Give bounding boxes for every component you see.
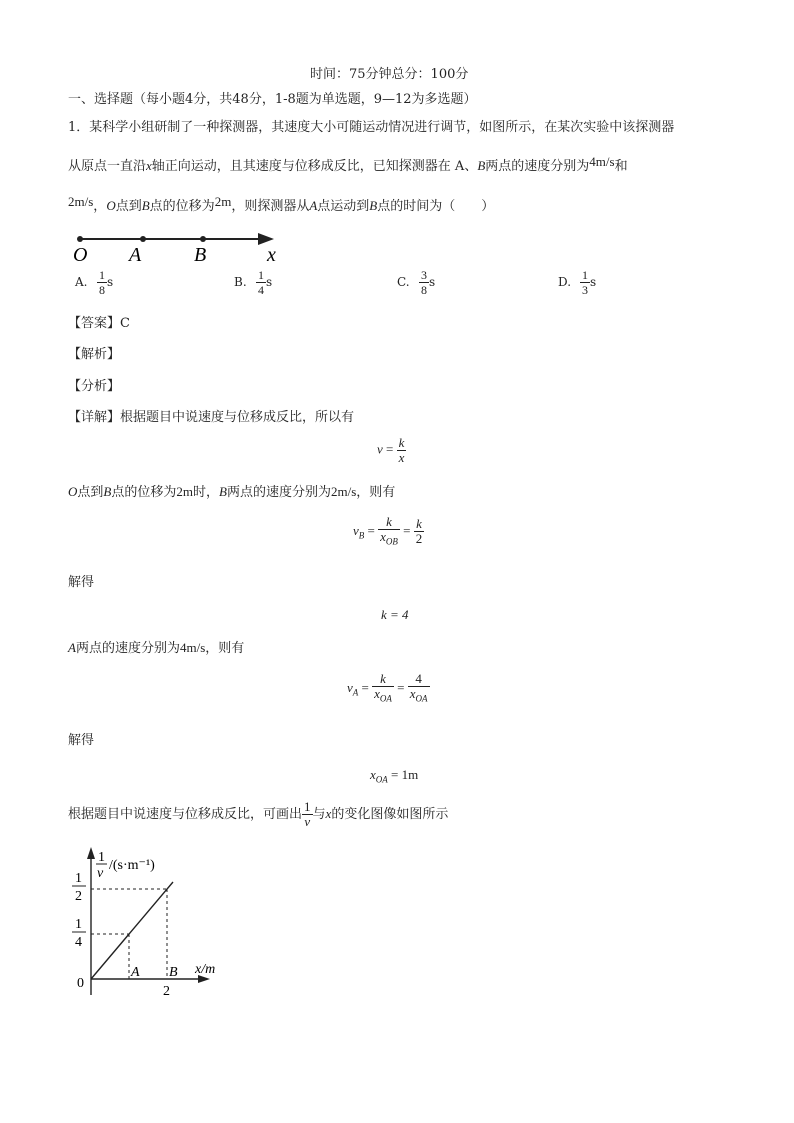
inverse-velocity-graph: [70, 845, 290, 1020]
equation-1: v = $\frac{k}{x}$: [377, 435, 405, 465]
y-tick-high-den: 2: [75, 889, 82, 904]
y-tick-low-num: 1: [75, 917, 82, 932]
label-O: O: [73, 244, 88, 266]
equation-2: $v_B$ = $\frac{k}{x_{OB}}$ = $\frac{k}{2}$: [353, 514, 423, 547]
option-b[interactable]: B. $\frac{1}{4}$ s: [234, 268, 273, 297]
y-axis-arrow: [87, 847, 95, 859]
question-line-2: 从原点一直沿x轴正向运动，且其速度与位移成反比，已知探测器在 A、B两点的速度分别为4m/s和: [68, 154, 628, 174]
axis-figure: [70, 228, 310, 268]
equation-5: $x_{OA} = 1m$: [370, 767, 419, 785]
solve-label-2: 解得: [68, 733, 95, 748]
option-d[interactable]: D. $\frac{1}{3}$ s: [558, 268, 597, 297]
y-axis-title-num: 1: [98, 850, 105, 865]
equation-4: $v_A$ = $\frac{k}{x_{OA}}$ = $\frac{4}{x_{OA}}$: [347, 671, 428, 704]
time-info: 时间：75分钟总分：100分: [310, 67, 469, 82]
y-axis-title-den: v: [97, 866, 104, 881]
detail-line-1: 【详解】根据题目中说速度与位移成反比，所以有: [68, 410, 355, 425]
option-a[interactable]: A. $\frac{1}{8}$ s: [75, 268, 114, 297]
question-line-1: 1．某科学小组研制了一种探测器，其速度大小可随运动情况进行调节，如图所示，在某次实验中该探测器: [68, 120, 675, 135]
answer: 【答案】C: [68, 316, 130, 331]
detail-line-4: 根据题目中说速度与位移成反比，可画出 $\frac{1}{v}$ 与x的变化图像如图所示: [68, 799, 449, 829]
label-A: A: [129, 244, 142, 266]
point-B: [200, 236, 206, 242]
x-tick-2: 2: [163, 984, 170, 999]
y-axis-unit: /(s·m⁻¹): [109, 858, 155, 873]
detail-line-3: A两点的速度分别为4m/s，则有: [68, 640, 245, 656]
label-B: B: [194, 244, 207, 266]
detail-line-2: O点到B点的位移为2m时，B两点的速度分别为2m/s，则有: [68, 484, 396, 500]
origin-label: 0: [77, 976, 84, 991]
option-c[interactable]: C. $\frac{3}{8}$ s: [397, 268, 436, 297]
point-A: [140, 236, 146, 242]
section-title: 一、选择题（每小题4分，共48分，1-8题为单选题，9—12为多选题）: [68, 92, 477, 107]
question-line-3: 2m/s，O点到B点的位移为2m，则探测器从A点运动到B点的时间为（ ）: [68, 194, 495, 214]
x-point-a-label: A: [131, 965, 140, 980]
equation-3: k = 4: [381, 607, 409, 622]
x-point-b-label: B: [169, 965, 178, 980]
analysis-tag: 【解析】: [68, 347, 121, 362]
x-axis-label: x/m: [195, 962, 216, 977]
y-tick-low-den: 4: [75, 935, 82, 950]
point-O: [77, 236, 83, 242]
y-tick-high-num: 1: [75, 871, 82, 886]
fenxi-tag: 【分析】: [68, 379, 121, 394]
label-x: x: [267, 244, 276, 266]
solve-label-1: 解得: [68, 575, 95, 590]
